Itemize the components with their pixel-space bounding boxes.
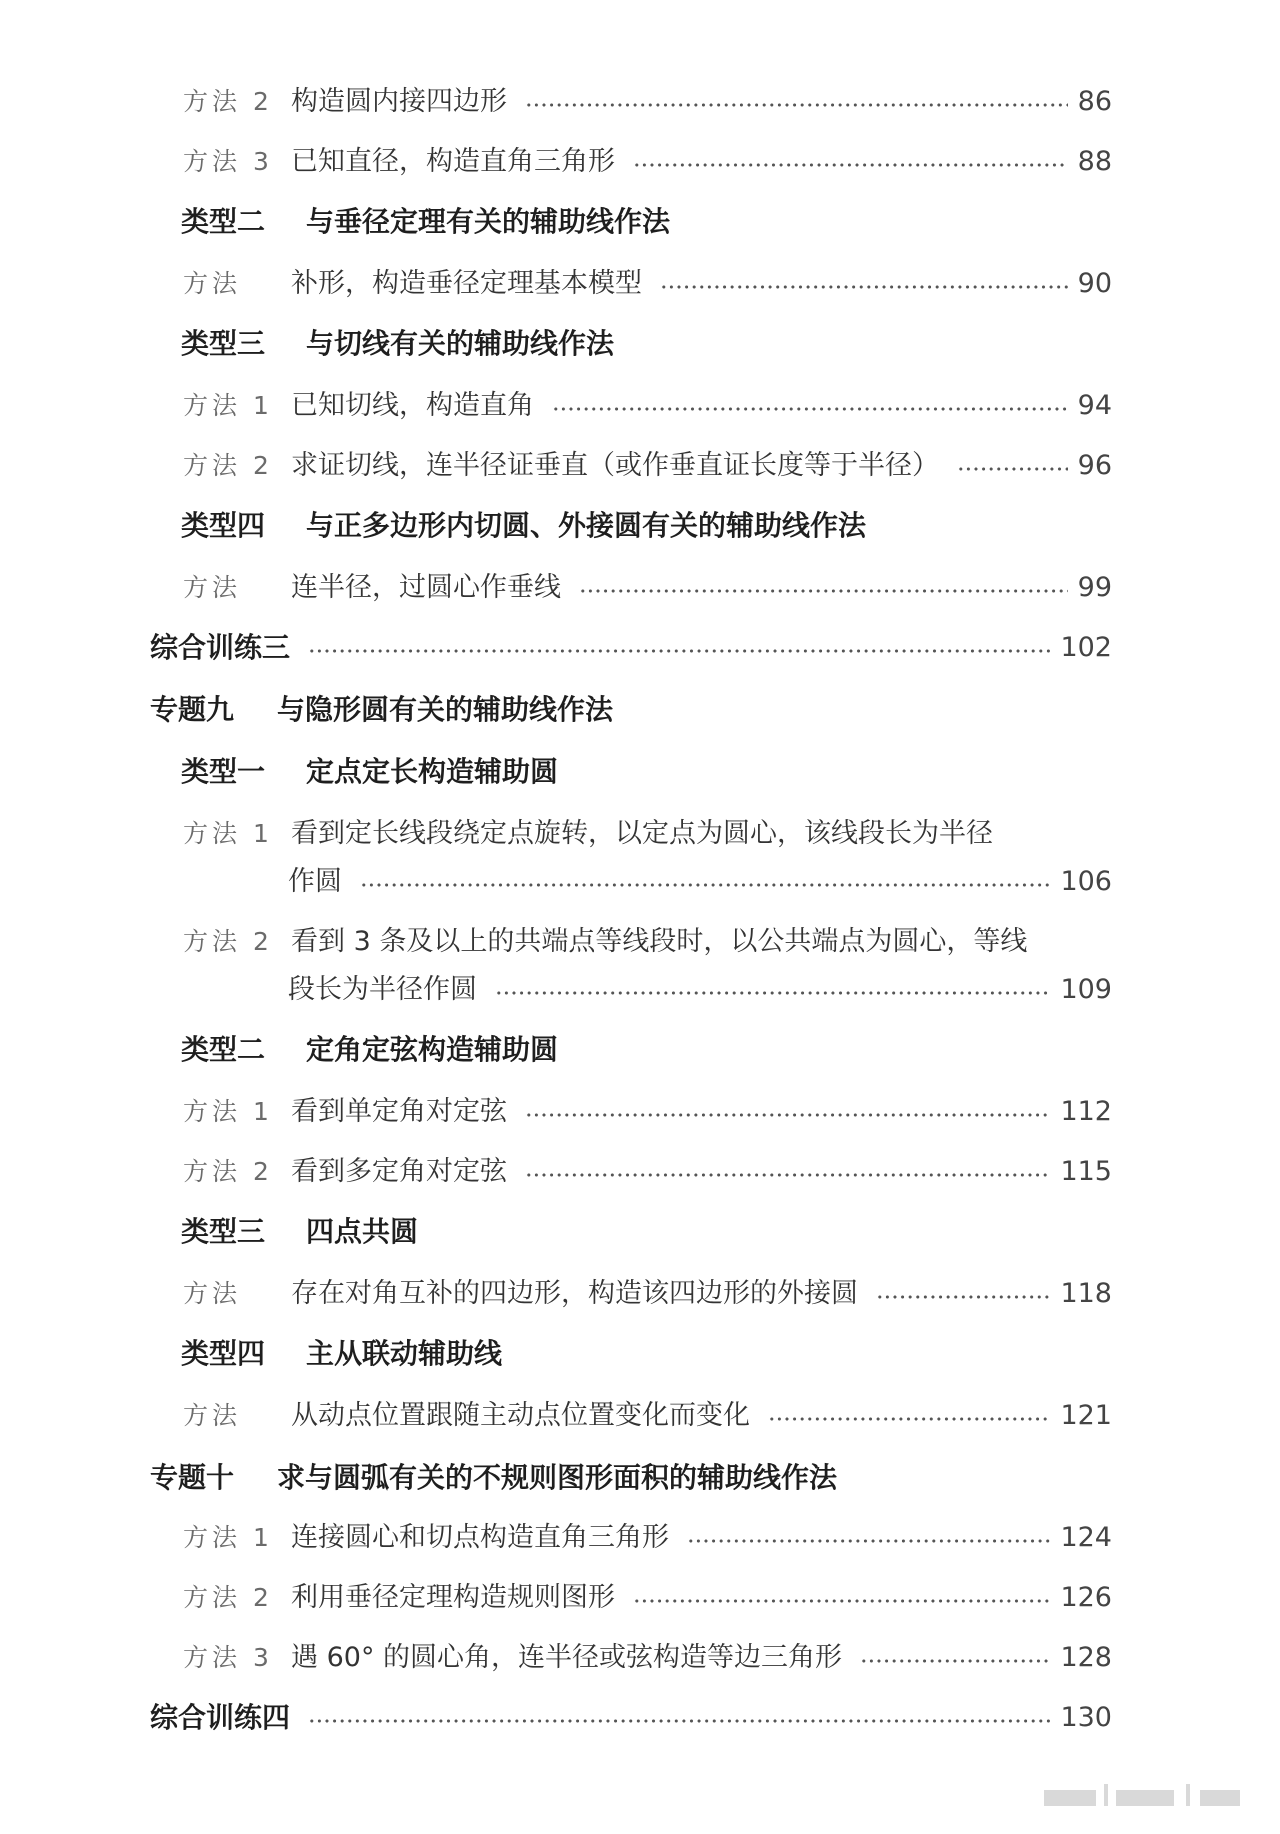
- type-title: 四点共圆: [306, 1215, 419, 1248]
- dot-leader: [687, 1539, 1050, 1543]
- toc-topic-heading[interactable]: [150, 1460, 837, 1496]
- page-number: 99: [1077, 572, 1112, 603]
- entry-title: 连半径，过圆心作垂线: [291, 572, 561, 603]
- page-number: 118: [1060, 1278, 1112, 1309]
- page-number: 109: [1060, 974, 1112, 1005]
- edge-mark-bar: [1104, 1784, 1108, 1806]
- entry-title: 看到定长线段绕定点旋转，以定点为圆心，该线段长为半径: [291, 818, 993, 849]
- type-title: 定点定长构造辅助圆: [306, 755, 559, 788]
- method-label: 方法 1: [183, 391, 273, 420]
- entry-title: 连接圆心和切点构造直角三角形: [291, 1522, 669, 1553]
- method-label: 方法 2: [183, 1157, 273, 1186]
- entry-title-continued: 段长为半径作圆: [288, 974, 477, 1005]
- toc-entry[interactable]: [183, 448, 1112, 484]
- type-label: 类型四: [181, 1337, 266, 1370]
- review-title: 综合训练三: [150, 631, 291, 664]
- type-label: 类型一: [181, 755, 266, 788]
- dot-leader: [633, 1599, 1050, 1603]
- review-title: 综合训练四: [150, 1701, 291, 1734]
- entry-title: 已知直径，构造直角三角形: [291, 146, 615, 177]
- toc-entry[interactable]: [183, 84, 1112, 120]
- entry-title: 存在对角互补的四边形，构造该四边形的外接圆: [291, 1278, 858, 1309]
- entry-title-continued: 作圆: [288, 866, 342, 897]
- edge-mark-bar: [1186, 1784, 1190, 1806]
- toc-type-heading[interactable]: [181, 508, 866, 544]
- toc-topic-heading[interactable]: [150, 692, 613, 728]
- toc-entry[interactable]: [183, 388, 1112, 424]
- type-title: 与垂径定理有关的辅助线作法: [306, 205, 671, 238]
- edge-mark-bar: [1116, 1790, 1174, 1806]
- page-number: 128: [1060, 1642, 1112, 1673]
- page-number: 94: [1077, 390, 1112, 421]
- entry-title: 求证切线，连半径证垂直（或作垂直证长度等于半径）: [291, 450, 939, 481]
- toc-type-heading[interactable]: [181, 1032, 558, 1068]
- dot-leader: [579, 589, 1068, 593]
- method-label: 方法: [183, 1279, 242, 1308]
- dot-leader: [495, 991, 1050, 995]
- page-number: 96: [1077, 450, 1112, 481]
- toc-entry[interactable]: [183, 924, 1112, 960]
- dot-leader: [308, 649, 1050, 653]
- edge-mark-bar: [1044, 1790, 1096, 1806]
- type-label: 类型三: [181, 327, 266, 360]
- toc-type-heading[interactable]: [181, 204, 670, 240]
- type-title: 定角定弦构造辅助圆: [306, 1033, 559, 1066]
- dot-leader: [768, 1417, 1050, 1421]
- method-label: 方法: [183, 269, 242, 298]
- method-label: 方法 2: [183, 87, 273, 116]
- method-label: 方法 1: [183, 1097, 273, 1126]
- method-label: 方法 2: [183, 1583, 273, 1612]
- topic-title: 与隐形圆有关的辅助线作法: [277, 693, 614, 726]
- dot-leader: [660, 285, 1068, 289]
- toc-entry[interactable]: [183, 570, 1112, 606]
- entry-title: 看到单定角对定弦: [291, 1096, 507, 1127]
- toc-entry[interactable]: [183, 144, 1112, 180]
- entry-title: 已知切线，构造直角: [291, 390, 534, 421]
- page-number: 88: [1077, 146, 1112, 177]
- method-label: 方法: [183, 1401, 242, 1430]
- entry-title: 遇 60° 的圆心角，连半径或弦构造等边三角形: [291, 1642, 843, 1673]
- toc-review-entry[interactable]: [150, 1700, 1112, 1736]
- page-number: 121: [1060, 1400, 1112, 1431]
- type-title: 与切线有关的辅助线作法: [306, 327, 615, 360]
- page-number: 102: [1060, 632, 1112, 663]
- dot-leader: [552, 407, 1068, 411]
- page-number: 90: [1077, 268, 1112, 299]
- topic-label: 专题九: [150, 693, 235, 726]
- page-number: 126: [1060, 1582, 1112, 1613]
- entry-title: 利用垂径定理构造规则图形: [291, 1582, 615, 1613]
- dot-leader: [525, 103, 1068, 107]
- toc-entry[interactable]: [183, 1398, 1112, 1434]
- toc-entry[interactable]: [183, 1094, 1112, 1130]
- entry-title: 看到 3 条及以上的共端点等线段时，以公共端点为圆心，等线: [291, 926, 1028, 957]
- toc-review-entry[interactable]: [150, 630, 1112, 666]
- page-number: 115: [1060, 1156, 1112, 1187]
- dot-leader: [633, 163, 1068, 167]
- method-label: 方法 3: [183, 147, 273, 176]
- dot-leader: [876, 1295, 1050, 1299]
- dot-leader: [860, 1659, 1050, 1663]
- page-edge-marks: [1044, 1784, 1244, 1806]
- toc-entry[interactable]: [183, 1640, 1112, 1676]
- method-label: 方法 2: [183, 451, 273, 480]
- page-number: 112: [1060, 1096, 1112, 1127]
- entry-title: 构造圆内接四边形: [291, 86, 507, 117]
- dot-leader: [525, 1113, 1050, 1117]
- method-label: 方法 2: [183, 927, 273, 956]
- type-title: 与正多边形内切圆、外接圆有关的辅助线作法: [306, 509, 867, 542]
- type-label: 类型四: [181, 509, 266, 542]
- toc-type-heading[interactable]: [181, 1336, 502, 1372]
- page-number: 130: [1060, 1702, 1112, 1733]
- edge-mark-bar: [1200, 1790, 1240, 1806]
- dot-leader: [957, 467, 1068, 471]
- entry-title: 从动点位置跟随主动点位置变化而变化: [291, 1400, 750, 1431]
- type-label: 类型二: [181, 1033, 266, 1066]
- page-number: 106: [1060, 866, 1112, 897]
- toc-entry[interactable]: [183, 816, 1112, 852]
- entry-title: 补形，构造垂径定理基本模型: [291, 268, 642, 299]
- topic-title: 求与圆弧有关的不规则图形面积的辅助线作法: [277, 1461, 838, 1494]
- method-label: 方法: [183, 573, 242, 602]
- toc-type-heading[interactable]: [181, 754, 558, 790]
- toc-entry-continuation[interactable]: [288, 972, 1112, 1008]
- page-number: 86: [1077, 86, 1112, 117]
- toc-type-heading[interactable]: [181, 1214, 418, 1250]
- method-label: 方法 1: [183, 1523, 273, 1552]
- toc-entry[interactable]: [183, 1580, 1112, 1616]
- page-number: 124: [1060, 1522, 1112, 1553]
- method-label: 方法 3: [183, 1643, 273, 1672]
- type-label: 类型二: [181, 205, 266, 238]
- toc-entry[interactable]: [183, 266, 1112, 302]
- toc-entry-continuation[interactable]: [288, 864, 1112, 900]
- method-label: 方法 1: [183, 819, 273, 848]
- toc-type-heading[interactable]: [181, 326, 614, 362]
- toc-entry[interactable]: [183, 1154, 1112, 1190]
- topic-label: 专题十: [150, 1461, 235, 1494]
- dot-leader: [360, 883, 1050, 887]
- type-label: 类型三: [181, 1215, 266, 1248]
- dot-leader: [308, 1719, 1050, 1723]
- entry-title: 看到多定角对定弦: [291, 1156, 507, 1187]
- dot-leader: [525, 1173, 1050, 1177]
- type-title: 主从联动辅助线: [306, 1337, 503, 1370]
- toc-entry[interactable]: [183, 1520, 1112, 1556]
- toc-entry[interactable]: [183, 1276, 1112, 1312]
